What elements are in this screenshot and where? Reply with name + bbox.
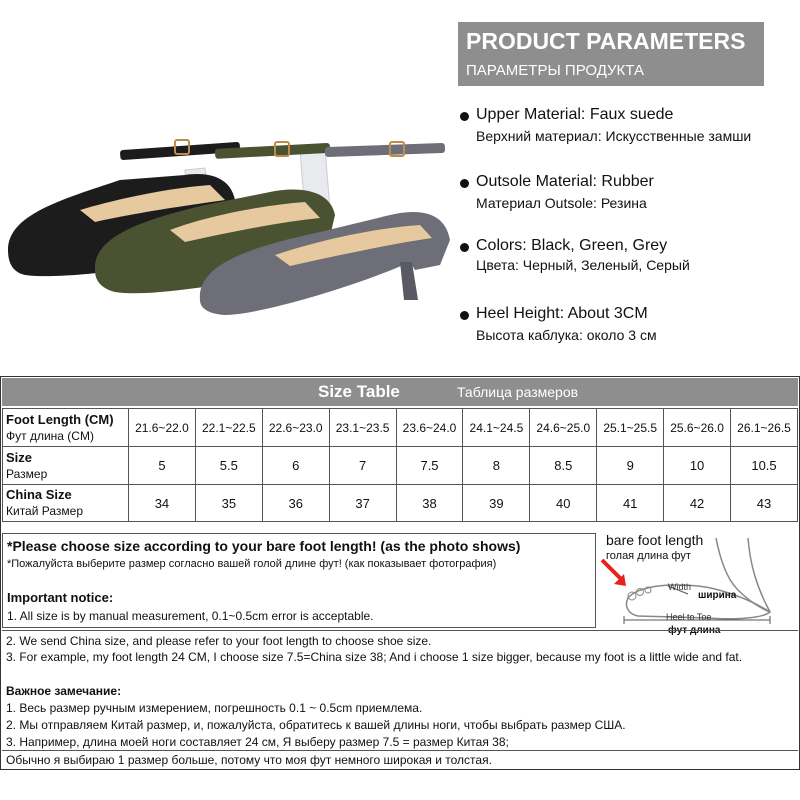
param-label: Upper Material: Faux suede [476,106,674,123]
foot-diagram-title-ru: голая длина фут [606,550,691,562]
row-label-ru: Размер [6,466,48,481]
size-notice-ru: *Пожалуйста выберите размер согласно вашей голой длине фут! (как показывает фотография) [7,558,497,570]
notice-box [2,533,596,628]
size-table [2,408,798,522]
divider [2,750,798,751]
table-cell: 26.1~26.5 [731,409,798,447]
table-cell: 35 [195,485,262,522]
size-notice: *Please choose size according to your bare foot length! (as the photo shows) [7,538,521,554]
table-cell: 25.1~25.5 [597,409,664,447]
notice-line-ru: 2. Мы отправляем Китай размер, и, пожалуйста, обратитесь к вашей длины ноги, чтобы выбрать размер США. [6,718,626,732]
product-parameters-header [458,22,764,86]
length-label: Heel to Toe [666,612,712,622]
notice-line-ru: Обычно я выбираю 1 размер больше, потому что моя фут немного широкая и толстая. [6,753,492,767]
table-cell: 37 [329,485,396,522]
table-cell: 23.1~23.5 [329,409,396,447]
table-cell: 8.5 [530,447,597,485]
foot-diagram [598,528,798,636]
table-cell: 22.6~23.0 [262,409,329,447]
foot-outline-icon [598,528,798,630]
row-label [3,409,129,447]
table-cell: 21.6~22.0 [129,409,196,447]
table-cell: 41 [597,485,664,522]
shoes-illustration [0,0,460,370]
bullet-icon [460,179,469,188]
param-label: Colors: Black, Green, Grey [476,237,668,254]
table-cell: 7.5 [396,447,463,485]
table-cell: 8 [463,447,530,485]
row-label-ru: Китай Размер [6,504,84,518]
table-cell: 6 [262,447,329,485]
bullet-icon [460,311,469,320]
table-row-size [3,447,798,485]
row-label-ru: Фут длина (CM) [6,428,94,443]
table-cell: 36 [262,485,329,522]
table-cell: 7 [329,447,396,485]
table-cell: 23.6~24.0 [396,409,463,447]
table-cell: 24.6~25.0 [530,409,597,447]
param-label-ru: Цвета: Черный, Зеленый, Серый [476,257,690,273]
table-cell: 39 [463,485,530,522]
param-label: Heel Height: About 3CM [476,305,648,322]
bullet-icon [460,112,469,121]
foot-diagram-title: bare foot length [606,532,704,548]
param-label: Outsole Material: Rubber [476,173,654,190]
size-table-header [2,378,798,406]
param-label-ru: Высота каблука: около 3 см [476,327,657,343]
notice-line-ru: 3. Например, длина моей ноги составляет 24 см, Я выберу размер 7.5 = размер Китая 38; [6,735,509,749]
table-cell: 40 [530,485,597,522]
row-label-en: Size [6,449,33,465]
table-cell: 43 [731,485,798,522]
params-title: PRODUCT PARAMETERS [466,28,746,54]
notes-section [2,630,798,768]
table-cell: 5 [129,447,196,485]
notice-line: 3. For example, my foot length 24 CM, I choose size 7.5=China size 38; And i choose 1 size bigger, because my foot is a little wide and fat. [6,650,743,664]
table-cell: 10 [664,447,731,485]
param-label-ru: Материал Outsole: Резина [476,195,647,211]
width-label-ru: ширина [698,590,737,601]
table-cell: 38 [396,485,463,522]
product-photo [0,0,460,370]
row-label [3,485,129,522]
param-label-ru: Верхний материал: Искусственные замши [476,128,752,144]
table-row-foot-length [3,409,798,447]
table-cell: 10.5 [731,447,798,485]
table-row-china-size [3,485,798,522]
important-notice-title: Important notice: [7,590,114,605]
table-cell: 22.1~22.5 [195,409,262,447]
length-label-ru: фут длина [668,625,721,636]
row-label-en: China Size [6,487,72,502]
size-table-title-ru: Таблица размеров [457,384,579,400]
table-cell: 25.6~26.0 [664,409,731,447]
notice-line: 1. All size is by manual measurement, 0.1~0.5cm error is acceptable. [7,609,374,623]
notice-line-ru: 1. Весь размер ручным измерением, погрешность 0.1 ~ 0.5cm приемлема. [6,701,423,715]
width-label: Width [668,582,692,592]
size-table-title: Size Table [318,382,400,401]
table-cell: 34 [129,485,196,522]
table-cell: 5.5 [195,447,262,485]
params-title-ru: ПАРАМЕТРЫ ПРОДУКТА [466,62,644,79]
table-cell: 24.1~24.5 [463,409,530,447]
important-notice-title-ru: Важное замечание: [6,684,122,698]
notice-line: 2. We send China size, and please refer to your foot length to choose shoe size. [6,634,432,648]
table-cell: 9 [597,447,664,485]
bullet-icon [460,243,469,252]
row-label-en: Foot Length (CM) [6,411,114,427]
row-label [3,447,129,485]
table-cell: 42 [664,485,731,522]
